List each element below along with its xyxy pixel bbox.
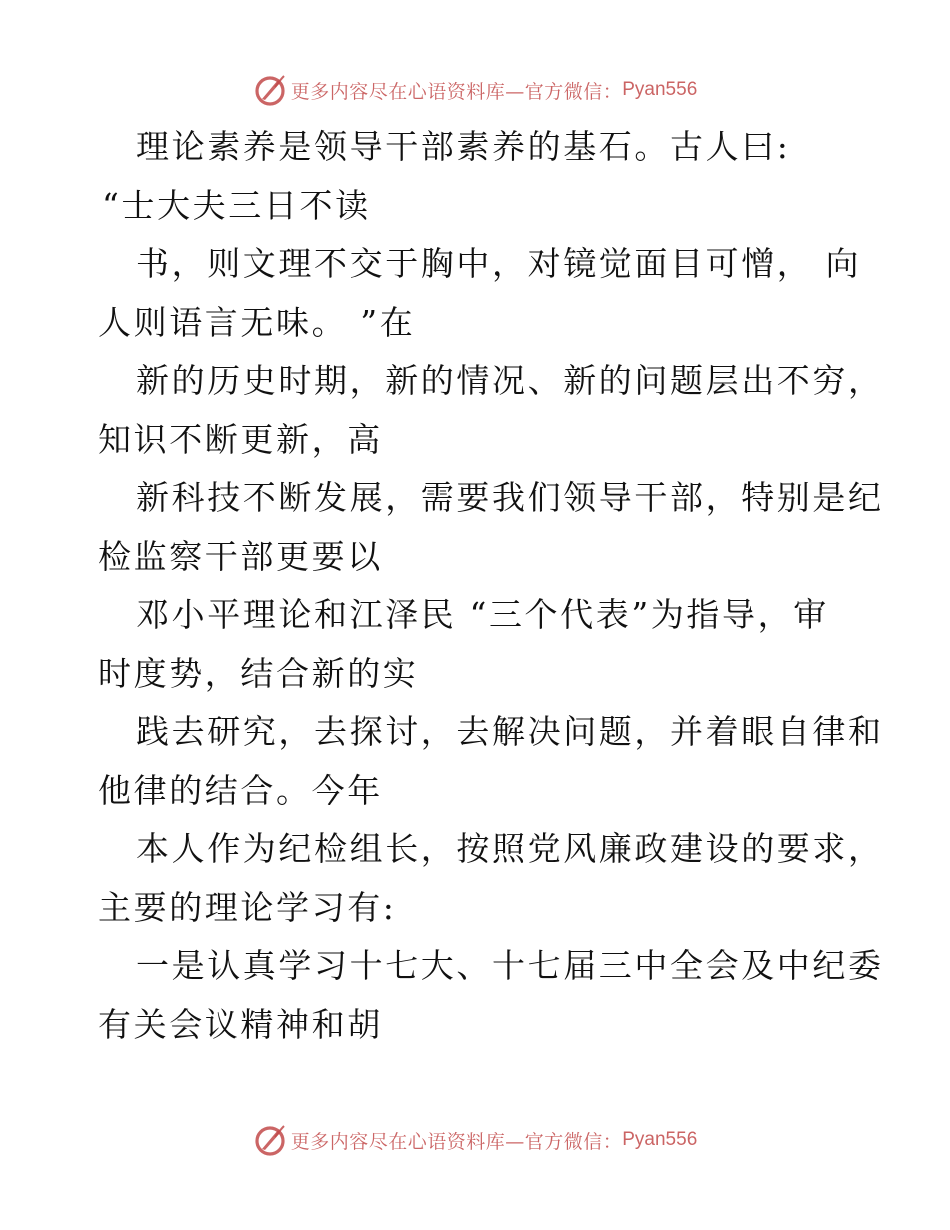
text-line: 有关会议精神和胡: [98, 1004, 383, 1044]
watermark-text: 更多内容尽在心语资料库—官方微信：: [290, 80, 623, 103]
text-line: 一是认真学习十七大、十七届三中全会及中纪委: [136, 946, 884, 985]
footer-watermark: [0, 1120, 950, 1160]
text-line: 邓小平理论和江泽民 “三个代表”为指导，审: [136, 595, 829, 634]
text-line: 理论素养是领导干部素养的基石。古人曰:: [136, 127, 791, 166]
document-body: [98, 118, 884, 1054]
quill-pen-logo-icon: [253, 73, 287, 107]
text-line: “士大夫三日不读: [102, 185, 371, 225]
header-watermark: [0, 70, 950, 110]
text-line: 新科技不断发展，需要我们领导干部，特别是纪: [136, 478, 884, 517]
text-line: 检监察干部更要以: [98, 536, 383, 576]
text-line: 书，则文理不交于胸中，对镜觉面目可憎， 向: [136, 244, 862, 283]
text-line: 践去研究，去探讨，去解决问题，并着眼自律和: [136, 712, 884, 751]
text-line: 新的历史时期，新的情况、新的问题层出不穷，: [136, 361, 884, 400]
text-line: 知识不断更新，高: [98, 419, 383, 459]
text-line: 人则语言无味。 ”在: [98, 302, 416, 342]
text-line: 时度势，结合新的实: [98, 653, 419, 693]
quill-pen-logo-icon: [253, 1123, 287, 1157]
text-line: 本人作为纪检组长，按照党风廉政建设的要求，: [136, 829, 884, 868]
watermark-handle: Pyan556: [622, 1129, 698, 1150]
watermark-text: 更多内容尽在心语资料库—官方微信：: [290, 1130, 623, 1153]
text-line: 他律的结合。今年: [98, 770, 383, 810]
text-line: 主要的理论学习有:: [98, 887, 397, 927]
watermark-handle: Pyan556: [622, 79, 698, 100]
